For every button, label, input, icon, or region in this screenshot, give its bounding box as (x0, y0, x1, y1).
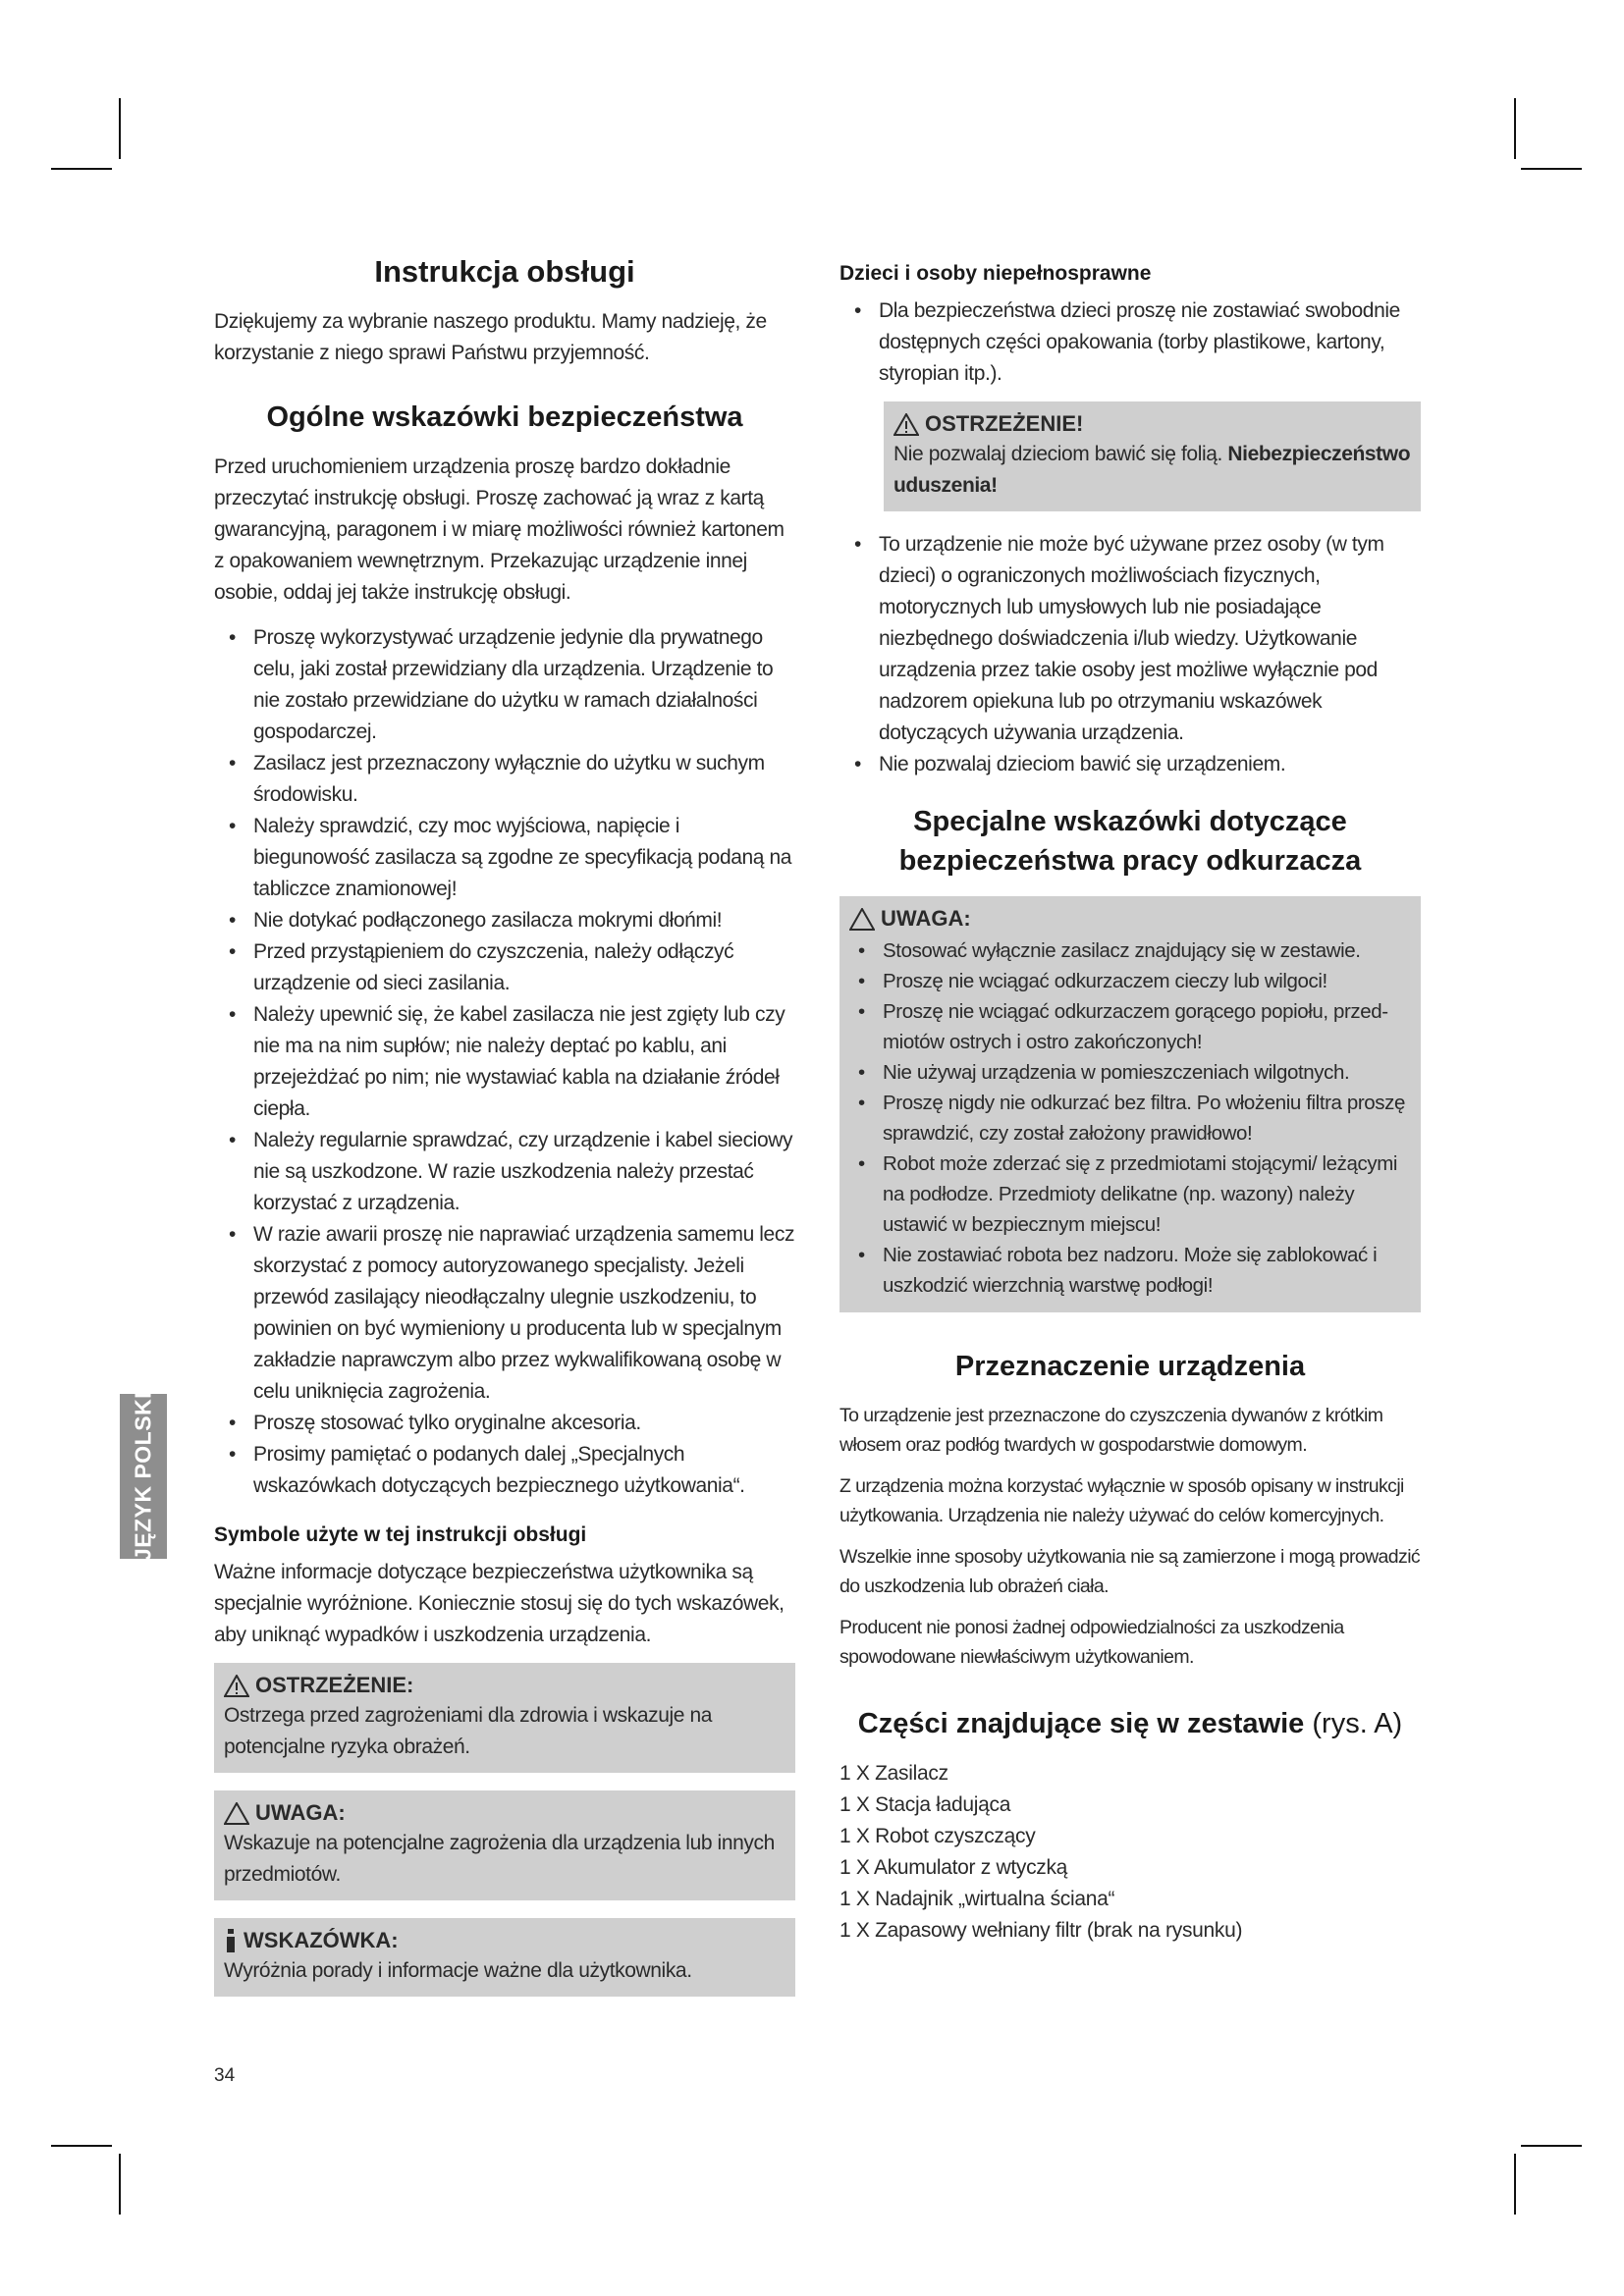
special-caution-title (849, 904, 1411, 934)
list-item: • W razie awarii proszę nie naprawiać urządzenia samemu lecz skorzystać z pomocy autoryzowanego specjalisty. Jeżeli przewód zasilający nieodłączalny ulegnie uszkodzeniu, to powinien on być wymieniony u producenta lub w specjalnym zakładzie naprawczym albo przez wykwalifikowaną osobę w celu uniknięcia zagrożenia. (214, 1219, 795, 1408)
list-item: • Proszę nigdy nie odkurzać bez filtra. Po włożeniu filtra proszę sprawdzić, czy został założony prawidłowo! (849, 1088, 1411, 1148)
warning-triangle-icon (893, 413, 919, 436)
list-item: 1 X Zasilacz (839, 1762, 948, 1785)
caution-text: Wskazuje na potencjalne zagrożenia dla urządzenia lub innych przedmiotów. (224, 1832, 775, 1886)
right-column (839, 260, 1421, 1947)
warning-text: Nie pozwalaj dzieciom bawić się folią. (893, 443, 1222, 465)
caution-label: UWAGA: (255, 1800, 346, 1825)
caution-box (214, 1790, 795, 1900)
list-item: • Zasilacz jest przeznaczony wyłącznie do użytku w suchym środowisku. (214, 748, 795, 811)
list-item: • Przed przystąpieniem do czyszczenia, należy odłączyć urządzenie od sieci zasilania. (214, 936, 795, 999)
crop-mark (1514, 98, 1516, 159)
warning-emphasis: Niebezpieczeństwo uduszenia! (893, 443, 1411, 497)
list-item: • To urządzenie nie może być używane przez osoby (w tym dzieci) o ograniczonych możliwościach fizycznych, motorycznych lub umysłowych lub nie posiadające niezbędnego doświadczenia i/lub wiedzy. Użytkowanie urządzenia przez takie osoby jest możliwe wyłącznie pod nadzorem opiekuna lub po otrzymaniu wskazówek dotyczących używania urządzenia. (839, 529, 1421, 749)
list-item: • Należy upewnić się, że kabel zasilacza nie jest zgięty lub czy nie ma na nim supłów; nie należy deptać po kablu, ani przejeżdżać po nim; nie wystawiać kabla na działanie źródeł ciepła. (214, 999, 795, 1125)
left-column (214, 253, 795, 2014)
crop-mark (119, 98, 121, 159)
caution-list (849, 935, 1411, 1301)
list-item: 1 X Akumulator z wtyczką (839, 1856, 1068, 1879)
page-title: Instrukcja obsługi (374, 254, 635, 289)
caution-box-title (224, 1798, 785, 1828)
warning-label: OSTRZEŻENIE! (925, 411, 1084, 436)
crop-mark (119, 2154, 121, 2215)
note-box-title (224, 1926, 785, 1955)
children-heading: Dzieci i osoby niepełnosprawne (839, 262, 1152, 285)
children-list-2 (839, 529, 1421, 780)
children-warning-box (884, 401, 1421, 511)
list-item: 1 X Zapasowy wełniany filtr (brak na rysunku) (839, 1919, 1243, 1942)
note-label: WSKAZÓWKA: (244, 1928, 399, 1952)
list-item: • Proszę nie wciągać odkurzaczem cieczy lub wilgoci! (849, 966, 1411, 996)
warning-box-title (224, 1671, 785, 1700)
parts-heading (839, 1705, 1421, 1742)
purpose-text-4: Producent nie ponosi żadnej odpowiedzialności za uszkodzenia spowodowane niewłaściwym użytkowaniem. (839, 1617, 1344, 1668)
safety-intro: Przed uruchomieniem urządzenia proszę bardzo dokładnie przeczytać instrukcję obsługi. Proszę zachować ją wraz z kartą gwarancyjną, paragonem i w miarę możliwości również kartonem z opakowaniem wewnętrznym. Przekazując urządzenie innej osobie, oddaj jej także instrukcję obsługi. (214, 455, 785, 604)
parts-heading-text: Części znajdujące się w zestawie (857, 1708, 1305, 1739)
special-heading-line2: bezpieczeństwa pracy odkurzacza (898, 845, 1362, 877)
info-icon (224, 1928, 238, 1953)
purpose-text-3: Wszelkie inne sposoby użytkowania nie są zamierzone i mogą prowadzić do uszkodzenia lub obrażeń ciała. (839, 1546, 1421, 1597)
note-text: Wyróżnia porady i informacje ważne dla użytkownika. (224, 1959, 692, 1982)
symbols-heading: Symbole użyte w tej instrukcji obsługi (214, 1523, 587, 1546)
list-item: • Prosimy pamiętać o podanych dalej „Specjalnych wskazówkach dotyczących bezpiecznego użytkowania“. (214, 1439, 795, 1502)
crop-mark (51, 168, 112, 170)
purpose-text-1: To urządzenie jest przeznaczone do czyszczenia dywanów z krótkim włosem oraz podłóg twardych w gospodarstwie domowym. (839, 1405, 1383, 1456)
caution-label: UWAGA: (881, 906, 971, 931)
warning-label: OSTRZEŻENIE: (255, 1673, 414, 1697)
warning-triangle-icon (224, 1675, 249, 1697)
intro-text: Dziękujemy za wybranie naszego produktu. Mamy nadzieję, że korzystanie z niego sprawi Państwu przyjemność. (214, 310, 767, 364)
list-item: • Robot może zderzać się z przedmiotami stojącymi/ leżącymi na podłodze. Przedmioty delikatne (np. wazony) należy ustawić w bezpiecznym miejscu! (849, 1148, 1411, 1240)
special-heading-line1: Specjalne wskazówki dotyczące (913, 806, 1347, 837)
children-warning-text (893, 439, 1411, 502)
language-tab (120, 1391, 167, 1562)
purpose-heading: Przeznaczenie urządzenia (954, 1351, 1306, 1382)
note-box (214, 1918, 795, 1997)
safety-list (214, 622, 795, 1502)
list-item: • Nie pozwalaj dzieciom bawić się urządzeniem. (839, 749, 1421, 780)
list-item: • Proszę wykorzystywać urządzenie jedynie dla prywatnego celu, jaki został przewidziany dla urządzenia. Urządzenie to nie zostało przewidziane do użytku w ramach działalności gospodarczej. (214, 622, 795, 748)
list-item: 1 X Robot czyszczący (839, 1825, 1036, 1847)
children-list (839, 295, 1421, 390)
page-number: 34 (214, 2065, 236, 2086)
caution-triangle-icon (224, 1802, 249, 1825)
caution-triangle-icon (849, 908, 875, 931)
crop-mark (51, 2145, 112, 2147)
list-item: • Nie dotykać podłączonego zasilacza mokrymi dłońmi! (214, 905, 795, 936)
special-caution-box (839, 896, 1421, 1312)
list-item: • Stosować wyłącznie zasilacz znajdujący się w zestawie. (849, 935, 1411, 966)
children-warning-title (893, 409, 1411, 439)
safety-heading: Ogólne wskazówki bezpieczeństwa (266, 401, 743, 433)
language-tab-label: JĘZYK POLSKI (130, 1391, 156, 1562)
list-item: • Dla bezpieczeństwa dzieci proszę nie zostawiać swobodnie dostępnych części opakowania (torby plastikowe, kartony, styropian itp.). (839, 295, 1421, 390)
parts-heading-ref: (rys. A) (1312, 1708, 1403, 1739)
crop-mark (1521, 2145, 1582, 2147)
list-item: 1 X Stacja ładująca (839, 1793, 1011, 1816)
parts-list (839, 1758, 1421, 1947)
list-item: • Nie zostawiać robota bez nadzoru. Może się zablokować i uszkodzić wierzchnią warstwę podłogi! (849, 1240, 1411, 1301)
list-item: • Nie używaj urządzenia w pomieszczeniach wilgotnych. (849, 1057, 1411, 1088)
list-item: • Należy sprawdzić, czy moc wyjściowa, napięcie i biegunowość zasilacza są zgodne ze specyfikacją podaną na tabliczce znamionowej! (214, 811, 795, 905)
list-item: • Należy regularnie sprawdzać, czy urządzenie i kabel sieciowy nie są uszkodzone. W razie uszkodzenia należy przestać korzystać z urządzenia. (214, 1125, 795, 1219)
list-item: 1 X Nadajnik „wirtualna ściana“ (839, 1888, 1115, 1910)
crop-mark (1514, 2154, 1516, 2215)
crop-mark (1521, 168, 1582, 170)
warning-box (214, 1663, 795, 1773)
symbols-intro: Ważne informacje dotyczące bezpieczeństwa użytkownika są specjalnie wyróżnione. Koniecznie stosuj się do tych wskazówek, aby uniknąć wypadków i uszkodzenia urządzenia. (214, 1561, 785, 1646)
list-item: • Proszę nie wciągać odkurzaczem gorącego popiołu, przed-miotów ostrych i ostro zakończonych! (849, 996, 1411, 1057)
purpose-text-2: Z urządzenia można korzystać wyłącznie w sposób opisany w instrukcji użytkowania. Urządzenia nie należy używać do celów komercyjnych. (839, 1475, 1404, 1526)
warning-text: Ostrzega przed zagrożeniami dla zdrowia i wskazuje na potencjalne ryzyka obrażeń. (224, 1704, 713, 1758)
list-item: • Proszę stosować tylko oryginalne akcesoria. (214, 1408, 795, 1439)
special-heading (839, 802, 1421, 881)
